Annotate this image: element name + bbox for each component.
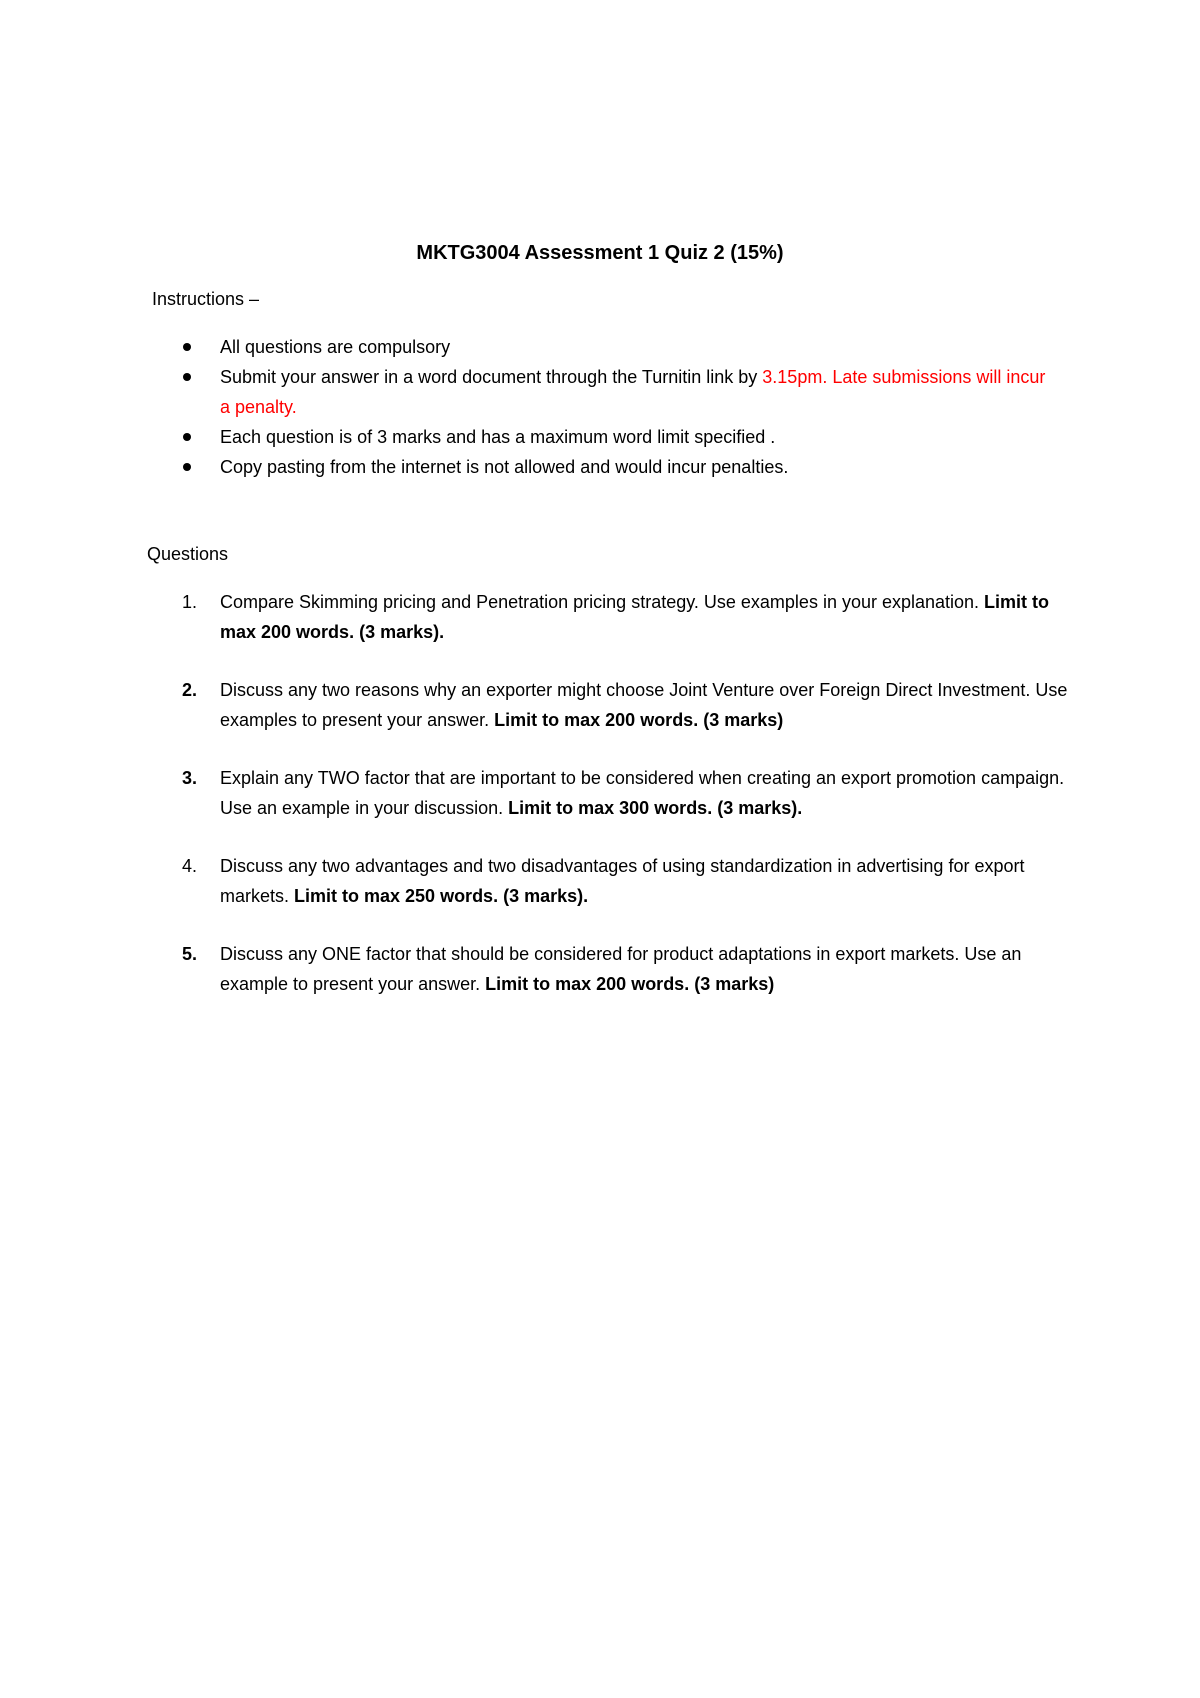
instruction-text: All questions are compulsory [220,337,451,357]
question-item [150,587,1070,647]
instruction-item [150,452,1050,482]
document-title: MKTG3004 Assessment 1 Quiz 2 (15%) [416,242,784,264]
question-limit: Limit to max 250 words. (3 marks). [294,886,589,906]
question-number: 5. [182,944,198,964]
instruction-text: Submit your answer in a word document through the Turnitin link by [220,367,763,387]
instruction-text: Copy pasting from the internet is not allowed and would incur penalties. [220,457,789,477]
question-number: 3. [182,768,198,788]
question-number: 2. [182,680,198,700]
question-number: 4. [182,856,198,876]
instruction-item [150,422,1050,452]
bullet-icon [183,463,191,471]
question-limit: Limit to max 200 words. (3 marks) [485,974,775,994]
question-limit: Limit to max 200 words. (3 marks) [494,710,784,730]
question-number: 1. [182,592,198,612]
bullet-icon [183,433,191,441]
instructions-label: Instructions – [152,289,260,309]
instruction-item [150,332,1050,362]
questions-label: Questions [147,544,229,564]
question-text: Discuss any two reasons why an exporter might choose Joint Venture over Foreign Direct Investment. Use examples to present your answer. [220,680,1068,730]
bullet-icon [183,343,191,351]
instructions-list [150,332,1050,482]
question-item [150,939,1070,999]
instruction-text: Each question is of 3 marks and has a maximum word limit specified . [220,427,776,447]
instruction-item [150,362,1050,422]
question-item [150,675,1070,735]
question-text: Explain any TWO factor that are important to be considered when creating an export promotion campaign. Use an example in your discussion. [220,768,1065,818]
question-text: Discuss any ONE factor that should be considered for product adaptations in export markets. Use an example to present your answer. [220,944,1022,994]
question-item [150,851,1070,911]
question-text: Compare Skimming pricing and Penetration pricing strategy. Use examples in your explanation. [220,592,985,612]
question-limit: Limit to max 300 words. (3 marks). [508,798,803,818]
question-item [150,763,1070,823]
deadline-warning: 3.15pm. Late submissions will incur a penalty. [220,367,1046,417]
bullet-icon [183,373,191,381]
question-limit: Limit to max 200 words. (3 marks). [220,592,1050,642]
question-text: Discuss any two advantages and two disadvantages of using standardization in advertising for export markets. [220,856,1025,906]
questions-list [150,587,1070,1027]
